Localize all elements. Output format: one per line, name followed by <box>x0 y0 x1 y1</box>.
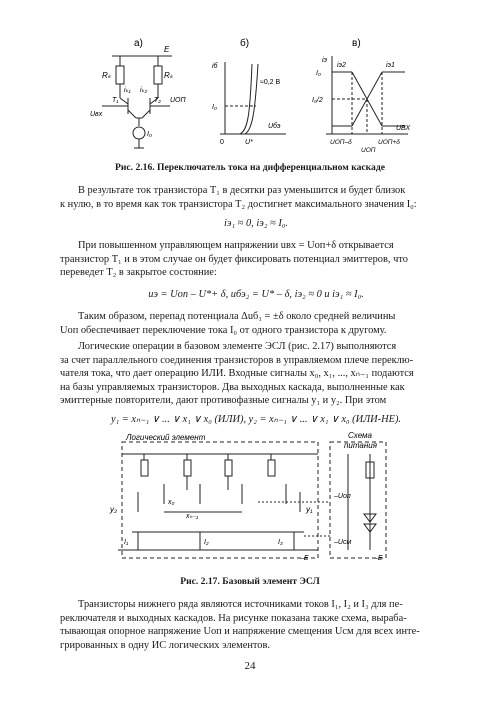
svg-text:–Uоп: –Uоп <box>334 493 351 500</box>
page-number: 24 <box>244 660 256 672</box>
svg-text:0: 0 <box>220 139 224 146</box>
svg-text:I₃: I₃ <box>278 539 283 546</box>
figure-2-16 <box>90 34 420 156</box>
svg-text:Rₖ: Rₖ <box>102 71 112 80</box>
svg-text:iб: iб <box>212 63 218 70</box>
svg-text:–E: –E <box>300 555 309 562</box>
figure-2-17-caption: Рис. 2.17. Базовый элемент ЭСЛ <box>180 576 320 587</box>
svg-text:I₀: I₀ <box>147 131 152 138</box>
formula-2: uэ = Uоп – U*+ δ, uбэ₂ = U* – δ, iэ₂ ≈ 0 и iэ₁ ≈ I₀. <box>148 289 364 300</box>
paragraph-3: Таким образом, перепад потенциала Δuб₁ = ±δ около средней величины Uоп обеспечивает переключение тока I₀ от одного транзистора к другому. <box>60 311 396 336</box>
paragraph-1: В результате ток транзистора T₁ в десятки раз уменьшится и будет близок к нулю, в то время как ток транзистора T₂ достигнет максимального значения I₀: <box>60 185 417 210</box>
svg-text:Uбэ: Uбэ <box>268 123 281 130</box>
svg-text:iₖ₂: iₖ₂ <box>140 87 148 94</box>
svg-text:≈0,2 В: ≈0,2 В <box>260 79 281 86</box>
svg-text:UОП: UОП <box>361 147 376 154</box>
svg-text:–E: –E <box>374 555 383 562</box>
svg-text:iэ: iэ <box>322 57 327 64</box>
svg-text:T₂: T₂ <box>154 97 161 104</box>
svg-text:E: E <box>164 45 170 54</box>
svg-text:I₀: I₀ <box>212 104 217 111</box>
supply-title-line2: питания <box>344 441 377 450</box>
paragraph-2: При повышенном управляющем напряжении uвх = Uоп+δ открывается транзистор T₁ и в этом случае он будет фиксировать потенциал эмиттеров, что переведет T₂ в закрытое состояние: <box>60 240 408 279</box>
figure-2-17 <box>108 432 400 572</box>
svg-text:I₀: I₀ <box>316 70 321 77</box>
svg-text:iₖ₁: iₖ₁ <box>124 87 131 94</box>
svg-text:UОП–δ: UОП–δ <box>330 139 352 146</box>
svg-text:Uвх: Uвх <box>90 111 103 118</box>
svg-text:I₀/2: I₀/2 <box>312 97 323 104</box>
svg-text:UОП: UОП <box>170 97 186 104</box>
formula-1: iэ₁ ≈ 0, iэ₂ ≈ I₀. <box>223 218 289 229</box>
svg-text:iэ1: iэ1 <box>386 62 395 69</box>
svg-text:U*: U* <box>245 139 253 146</box>
panel-a-label: а) <box>134 38 143 49</box>
svg-text:iэ2: iэ2 <box>337 62 346 69</box>
svg-text:y₂: y₂ <box>110 505 118 514</box>
supply-title-line1: Схема <box>348 432 372 440</box>
svg-text:I₂: I₂ <box>204 539 209 546</box>
svg-text:UОП+δ: UОП+δ <box>378 139 400 146</box>
svg-text:T₁: T₁ <box>112 97 119 104</box>
formula-3: y₁ = xₙ₋₁ ∨ ... ∨ x₁ ∨ x₀ (ИЛИ), y₂ = xₙ₋₁ ∨ ... ∨ x₁ ∨ x₀ (ИЛИ-НЕ). <box>110 414 402 425</box>
svg-text:UВХ: UВХ <box>396 125 411 132</box>
svg-text:Rₖ: Rₖ <box>164 71 174 80</box>
svg-text:xₙ₋₁: xₙ₋₁ <box>186 513 199 520</box>
svg-text:I₁: I₁ <box>124 539 129 546</box>
panel-c-label: в) <box>352 38 361 49</box>
paragraph-4: Логические операции в базовом элементе ЭСЛ (рис. 2.17) выполняются за счет параллельного соединения транзисторов в управляемом плече переклю- чателя тока, что дает операцию ИЛИ. Входные сигналы x₀, x₁, ..., xₙ₋₁ подаются на базы управляемых транзисторов. Два выходных каскада, выполненные как эмиттерные повторители, дают противофазные сигналы y₁ и y₂. При этом <box>60 341 414 407</box>
svg-text:y₁: y₁ <box>306 505 313 514</box>
logic-element-title: Логический элемент <box>126 433 206 442</box>
figure-2-16-caption: Рис. 2.16. Переключатель тока на дифференциальном каскаде <box>115 162 385 173</box>
svg-text:–Uсм: –Uсм <box>334 539 352 546</box>
paragraph-5: Транзисторы нижнего ряда являются источниками токов I₁, I₂ и I₃ для пе- реключателя и выходных каскадов. На рисунке показана также схема, выраба- тывающая опорное напряжение Uоп и напряжение смещения Uсм для всех инте- грированных в одну ИС логических элементов. <box>60 599 420 651</box>
panel-b-label: б) <box>240 38 250 49</box>
svg-text:x₀: x₀ <box>168 499 175 506</box>
